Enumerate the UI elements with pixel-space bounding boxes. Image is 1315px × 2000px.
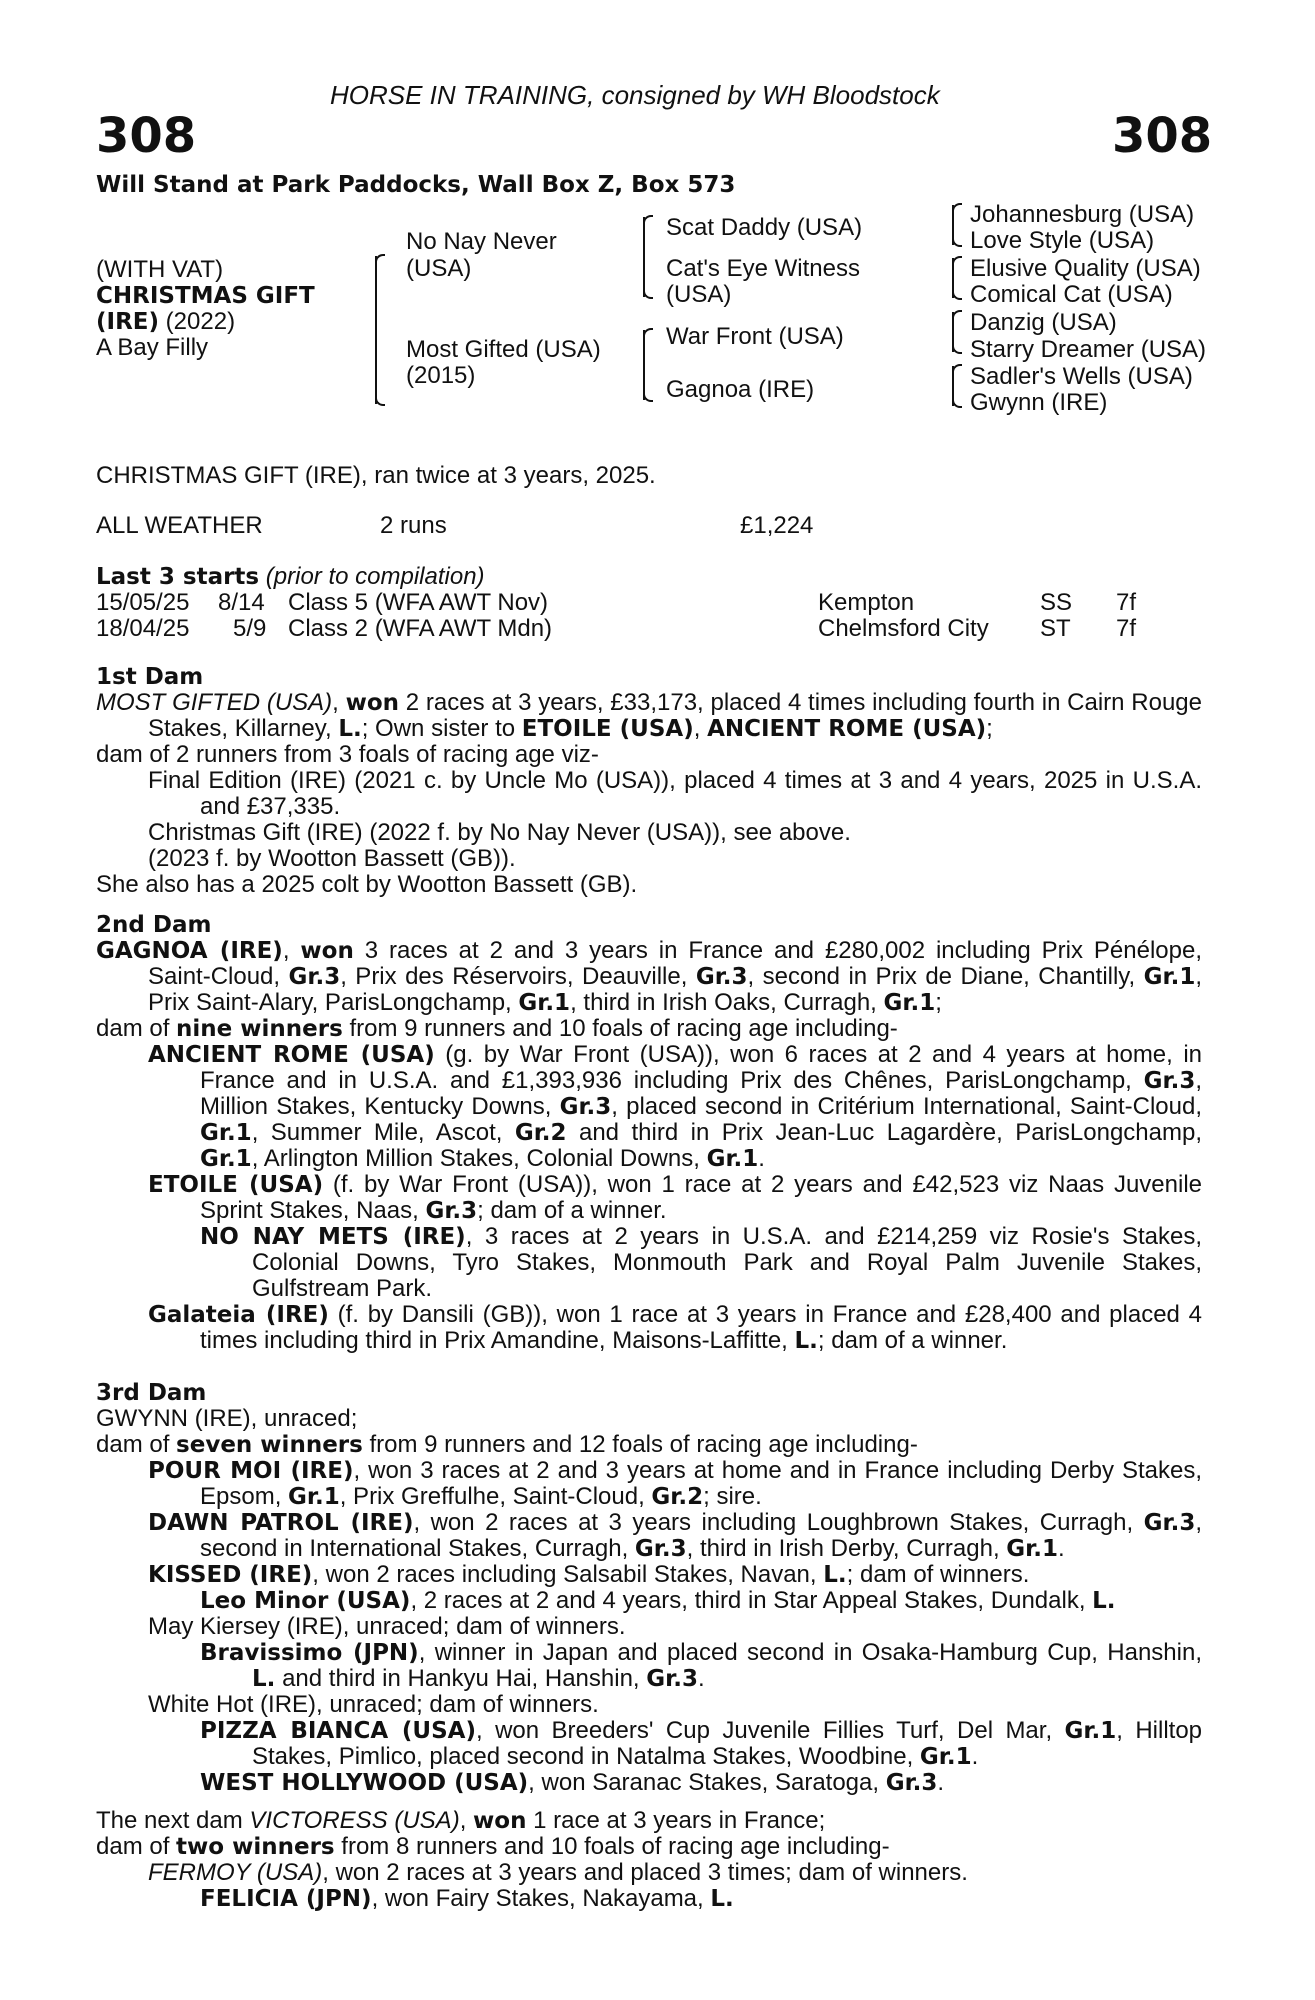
listed-tag: L. — [794, 1328, 818, 1354]
produce-entry: (2023 f. by Wootton Bassett (GB)). — [148, 845, 516, 872]
third-dam-heading: 3rd Dam — [96, 1380, 207, 1406]
text: (f. by War Front (USA)), won 1 race at 2 years and £42,523 viz Naas Juvenile Sprint Stakes, Naas, — [200, 1171, 1203, 1224]
produce-entry — [96, 1172, 1202, 1224]
consignment-header: HORSE IN TRAINING, consigned by WH Bloodstock — [330, 80, 940, 110]
first-dam-heading: 1st Dam — [96, 664, 204, 690]
winners-count: two winners — [176, 1834, 335, 1860]
second-dam-line — [96, 938, 1202, 1016]
start-distance: 7f — [1116, 615, 1137, 642]
grandparent-7: Sadler's Wells (USA) — [970, 363, 1193, 390]
text: , — [282, 937, 301, 964]
text: , third in Irish Oaks, Curragh, — [570, 989, 884, 1016]
text: , won 2 races at 3 years including Loughbrown Stakes, Curragh, — [413, 1509, 1144, 1536]
produce-entry — [96, 1302, 1202, 1354]
horse-name: ANCIENT ROME (USA) — [148, 1042, 435, 1068]
text: and third in Prix Jean-Luc Lagardère, ParisLongchamp, — [566, 1119, 1202, 1146]
text: . — [937, 1769, 945, 1796]
start-date: 18/04/25 — [96, 615, 190, 642]
text: , Million Stakes, Kentucky Downs, — [200, 1067, 1202, 1120]
first-dam-line — [96, 690, 1202, 742]
record-surface: ALL WEATHER — [96, 512, 263, 539]
sire-dam: Cat's Eye Witness — [666, 255, 860, 282]
text: . — [1057, 1535, 1065, 1562]
brace-gp3 — [952, 312, 954, 352]
grade-tag: Gr.1 — [1143, 964, 1196, 990]
produce-entry — [96, 1224, 1202, 1302]
first-dam-section — [96, 664, 1202, 898]
grandparent-8: Gwynn (IRE) — [970, 389, 1108, 416]
dam-name: VICTORESS (USA) — [249, 1807, 460, 1834]
brace-gp1 — [952, 205, 954, 245]
start-race: Class 2 (WFA AWT Mdn) — [288, 615, 553, 642]
text: , Hilltop Stakes, Pimlico, placed second in Natalma Stakes, Woodbine, — [252, 1717, 1203, 1770]
horse-name: CHRISTMAS GIFT — [96, 283, 315, 309]
grandparent-4: Comical Cat (USA) — [970, 281, 1173, 308]
grade-tag: Gr.3 — [288, 964, 341, 990]
text: , second in Prix de Diane, Chantilly, — [747, 963, 1144, 990]
dam-sire: War Front (USA) — [666, 323, 844, 350]
grandparent-2: Love Style (USA) — [970, 227, 1155, 254]
text: The next dam — [96, 1807, 250, 1834]
sire-sire: Scat Daddy (USA) — [666, 214, 863, 241]
listed-tag: L. — [1092, 1588, 1116, 1614]
text: , Arlington Million Stakes, Colonial Downs, — [251, 1145, 707, 1172]
winners-count: seven winners — [176, 1432, 363, 1458]
start-course: Kempton — [818, 589, 915, 616]
text: , Prix Greffulhe, Saint-Cloud, — [339, 1483, 652, 1510]
grade-tag: Gr.1 — [288, 1484, 340, 1510]
horse-name: DAWN PATROL (IRE) — [148, 1510, 414, 1536]
dam-name: GAGNOA (IRE) — [96, 938, 283, 964]
text: (g. by War Front (USA)), won 6 races at 2 and 4 years at home, in France and in U.S.A. and £1,393,936 including Prix des Chênes, ParisLongchamp, — [200, 1041, 1202, 1094]
produce-entry — [96, 1640, 1202, 1692]
grandparent-1: Johannesburg (USA) — [970, 201, 1195, 228]
dam-year: (2015) — [406, 362, 476, 389]
start-position: 8/14 — [218, 589, 265, 616]
listed-tag: L. — [252, 1666, 276, 1692]
produce-entry — [96, 1718, 1202, 1770]
produce-entry — [96, 1588, 1202, 1614]
horse-year: (2022) — [159, 308, 236, 335]
text: ; sire. — [703, 1483, 762, 1510]
produce-entry — [96, 1770, 1202, 1796]
grade-tag: Gr.2 — [651, 1484, 704, 1510]
third-dam-line: GWYNN (IRE), unraced; — [96, 1405, 358, 1432]
horse-name: WEST HOLLYWOOD (USA) — [200, 1770, 529, 1796]
text: , — [459, 1807, 474, 1834]
grandparent-5: Danzig (USA) — [970, 309, 1117, 336]
horse-name: NO NAY METS (IRE) — [200, 1224, 466, 1250]
start-going: SS — [1040, 589, 1073, 616]
horse-name: FERMOY (USA) — [148, 1859, 323, 1886]
race-summary: CHRISTMAS GIFT (IRE), ran twice at 3 years, 2025. — [96, 462, 656, 489]
text: , third in Irish Derby, Curragh, — [686, 1535, 1007, 1562]
text: ; dam of winners. — [846, 1561, 1030, 1588]
produce-entry — [96, 1886, 1202, 1912]
won-text: won — [473, 1808, 527, 1834]
text: , won Saranac Stakes, Saratoga, — [528, 1769, 886, 1796]
sire-name: No Nay Never — [406, 228, 557, 255]
horse-origin-year — [96, 309, 235, 335]
grade-tag: Gr.1 — [518, 990, 571, 1016]
grade-tag: Gr.1 — [200, 1120, 252, 1146]
lot-number-left: 308 — [96, 108, 197, 164]
vat-label: (WITH VAT) — [96, 256, 224, 283]
grade-tag: Gr.1 — [883, 990, 936, 1016]
grade-tag: Gr.1 — [1064, 1718, 1117, 1744]
grade-tag: Gr.3 — [646, 1666, 698, 1692]
winners-count: nine winners — [176, 1016, 343, 1042]
brace-gp2 — [952, 258, 954, 298]
start-course: Chelmsford City — [818, 615, 989, 642]
dam-name: Most Gifted (USA) — [406, 336, 601, 363]
grade-tag: Gr.1 — [706, 1146, 759, 1172]
next-dam-section — [96, 1808, 1202, 1912]
sibling-name: ETOILE (USA) — [521, 716, 694, 742]
text: , Prix des Réservoirs, Deauville, — [340, 963, 696, 990]
won-text: won — [345, 690, 400, 716]
sire-origin: (USA) — [406, 255, 472, 282]
brace-gp4 — [952, 366, 954, 406]
listed-tag: L. — [710, 1886, 734, 1912]
text: . — [697, 1665, 705, 1692]
horse-description: A Bay Filly — [96, 334, 209, 361]
grade-tag: Gr.1 — [200, 1146, 252, 1172]
grade-tag: Gr.3 — [1143, 1510, 1196, 1536]
text: 1 race at 3 years in France; — [526, 1807, 826, 1834]
produce-entry — [96, 1042, 1202, 1172]
text: dam of — [96, 1431, 177, 1458]
text: . — [758, 1145, 765, 1172]
text: , — [332, 689, 346, 716]
produce-entry — [96, 1860, 1202, 1886]
text: , won 2 races at 3 years and placed 3 times; dam of winners. — [322, 1859, 968, 1886]
text: , 2 races at 2 and 4 years, third in Star Appeal Stakes, Dundalk, — [410, 1587, 1093, 1614]
text: , winner in Japan and placed second in Osaka-Hamburg Cup, Hanshin, — [418, 1639, 1202, 1666]
start-date: 15/05/25 — [96, 589, 190, 616]
grade-tag: Gr.3 — [634, 1536, 687, 1562]
text: , second in International Stakes, Curragh, — [200, 1509, 1202, 1562]
brace-dam-parents — [643, 330, 645, 400]
horse-name: Leo Minor (USA) — [200, 1588, 411, 1614]
stand-location: Will Stand at Park Paddocks, Wall Box Z, Box 573 — [96, 172, 736, 198]
horse-name: ETOILE (USA) — [148, 1172, 324, 1198]
listed-tag: L. — [338, 716, 362, 742]
horse-name: Bravissimo (JPN) — [200, 1640, 419, 1666]
grade-tag: Gr.1 — [1006, 1536, 1058, 1562]
next-dam-produce-intro — [96, 1834, 1202, 1860]
text: , won 2 races including Salsabil Stakes, Navan, — [312, 1561, 824, 1588]
text: , won Fairy Stakes, Nakayama, — [371, 1885, 711, 1912]
text: , placed second in Critérium International, Saint-Cloud, — [611, 1093, 1202, 1120]
brace-parents — [375, 256, 377, 404]
second-dam-section — [96, 912, 1202, 1354]
text: from 9 runners and 10 foals of racing age including- — [342, 1015, 898, 1042]
text: dam of — [96, 1833, 177, 1860]
text: dam of — [96, 1015, 177, 1042]
text: from 8 runners and 10 foals of racing age including- — [334, 1833, 890, 1860]
text: , won 3 races at 2 and 3 years at home and in France including Derby Stakes, Epsom, — [200, 1457, 1203, 1510]
text: ; dam of a winner. — [817, 1327, 1008, 1354]
produce-entry: White Hot (IRE), unraced; dam of winners. — [148, 1691, 599, 1718]
third-dam-produce-intro — [96, 1432, 1202, 1458]
produce-entry: Final Edition (IRE) (2021 c. by Uncle Mo (USA)), placed 4 times at 3 and 4 years, 2025 in U.S.A. and £37,335. — [148, 767, 1202, 820]
last-starts-heading — [96, 564, 485, 590]
horse-name: Galateia (IRE) — [148, 1302, 329, 1328]
produce-note: She also has a 2025 colt by Wootton Bassett (GB). — [96, 871, 638, 898]
last-starts-title: Last 3 starts — [96, 564, 260, 590]
listed-tag: L. — [823, 1562, 847, 1588]
second-dam-heading: 2nd Dam — [96, 912, 212, 938]
grade-tag: Gr.3 — [695, 964, 748, 990]
start-race: Class 5 (WFA AWT Nov) — [288, 589, 549, 616]
start-going: ST — [1040, 615, 1071, 642]
produce-entry: May Kiersey (IRE), unraced; dam of winners. — [148, 1613, 626, 1640]
record-earnings: £1,224 — [740, 512, 814, 539]
grade-tag: Gr.3 — [1143, 1068, 1196, 1094]
text: 3 races at 2 and 3 years in France and £280,002 including Prix Pénélope, Saint-Cloud, — [148, 937, 1202, 990]
text: , — [693, 715, 708, 742]
text: ; — [986, 715, 993, 742]
grandparent-6: Starry Dreamer (USA) — [970, 336, 1207, 363]
text: ; Own sister to — [361, 715, 522, 742]
dam-dam: Gagnoa (IRE) — [666, 376, 815, 403]
third-dam-section — [96, 1380, 1202, 1796]
lot-number-right: 308 — [1112, 108, 1213, 164]
text: , won Breeders' Cup Juvenile Fillies Turf, Del Mar, — [475, 1717, 1065, 1744]
horse-name: FELICIA (JPN) — [200, 1886, 372, 1912]
text: , 3 races at 2 years in U.S.A. and £214,259 viz Rosie's Stakes, Colonial Downs, Tyro Stakes, Monmouth Park and Royal Palm Juvenile Stakes, Gulfstream Park. — [252, 1223, 1202, 1302]
text: , Prix Saint-Alary, ParisLongchamp, — [148, 963, 1202, 1016]
text: (f. by Dansili (GB)), won 1 race at 3 years in France and £28,400 and placed 4 times including third in Prix Amandine, Maisons-Laffitte, — [200, 1301, 1202, 1354]
horse-origin: (IRE) — [96, 309, 160, 335]
grandparent-3: Elusive Quality (USA) — [970, 255, 1201, 282]
text: from 9 runners and 12 foals of racing age including- — [362, 1431, 918, 1458]
start-distance: 7f — [1116, 589, 1137, 616]
sibling-name: ANCIENT ROME (USA) — [707, 716, 987, 742]
grade-tag: Gr.3 — [559, 1094, 612, 1120]
produce-entry: Christmas Gift (IRE) (2022 f. by No Nay Never (USA)), see above. — [148, 819, 851, 846]
produce-entry — [96, 1458, 1202, 1510]
grade-tag: Gr.2 — [514, 1120, 567, 1146]
won-text: won — [300, 938, 354, 964]
first-dam-produce-intro: dam of 2 runners from 3 foals of racing age viz- — [96, 741, 599, 768]
grade-tag: Gr.1 — [919, 1744, 972, 1770]
text: ; dam of a winner. — [477, 1197, 667, 1224]
next-dam-line — [96, 1808, 1202, 1834]
produce-entry — [96, 1510, 1202, 1562]
brace-sire-parents — [643, 217, 645, 297]
text: 2 races at 3 years, £33,173, placed 4 times including fourth in Cairn Rouge Stakes, Killarney, — [148, 689, 1202, 742]
horse-name: PIZZA BIANCA (USA) — [200, 1718, 476, 1744]
start-position: 5/9 — [233, 615, 267, 642]
record-runs: 2 runs — [380, 512, 447, 539]
text: ; — [935, 989, 942, 1016]
text: , Summer Mile, Ascot, — [251, 1119, 515, 1146]
text: and third in Hankyu Hai, Hanshin, — [275, 1665, 647, 1692]
horse-name: KISSED (IRE) — [148, 1562, 313, 1588]
text: . — [971, 1743, 979, 1770]
horse-name: POUR MOI (IRE) — [148, 1458, 354, 1484]
sire-dam-origin: (USA) — [666, 281, 732, 308]
grade-tag: Gr.3 — [425, 1198, 478, 1224]
produce-entry — [96, 1562, 1202, 1588]
dam-name: MOST GIFTED (USA) — [96, 689, 333, 716]
last-starts-note: (prior to compilation) — [259, 563, 485, 590]
second-dam-produce-intro — [96, 1016, 1202, 1042]
grade-tag: Gr.3 — [885, 1770, 938, 1796]
